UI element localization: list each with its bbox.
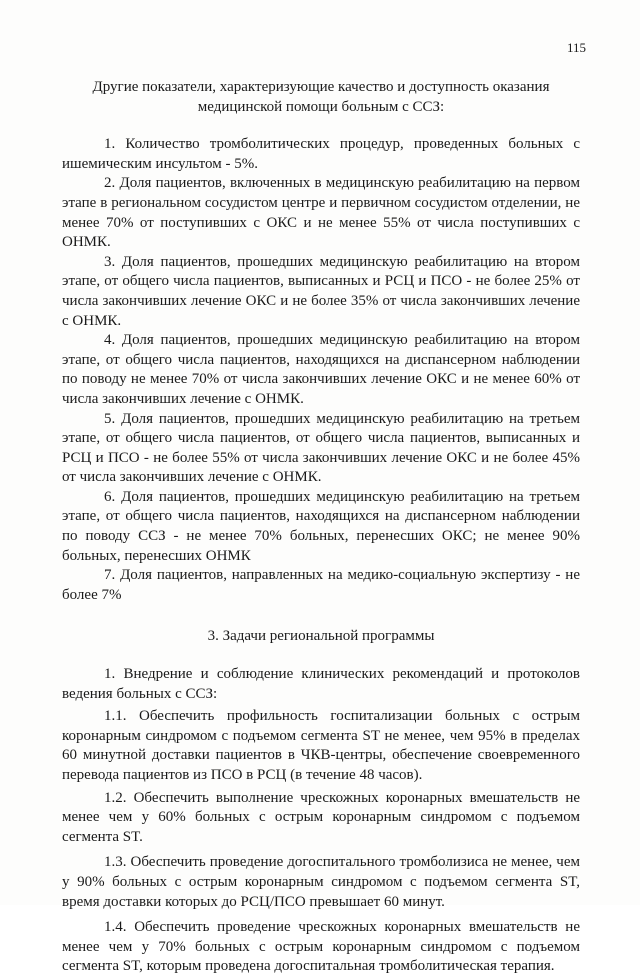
indicator-item: 5. Доля пациентов, прошедших медицинскую реабилитацию на третьем этапе, от общего числа пациентов, от общего числа пациентов, выписанных и РСЦ и ПСО - не более 55% от числа закончивших лечение ОКС и не более 45% от числа закончивших лечение с ОНМК. bbox=[62, 410, 580, 486]
tasks-list bbox=[62, 665, 580, 977]
task-item: 1.4. Обеспечить проведение чрескожных коронарных вмешательств не менее чем у 70% больных с острым коронарным синдромом с подъемом сегмента ST, которым проведена догоспитальная тромболитическая терапия. bbox=[62, 919, 580, 975]
indicator-item: 3. Доля пациентов, прошедших медицинскую реабилитацию на втором этапе, от общего числа пациентов, выписанных и РСЦ и ПСО - не более 25% от числа закончивших лечение ОКС и не более 35% от числа закончивших лечение с ОНМК. bbox=[62, 253, 580, 329]
indicators-list bbox=[62, 135, 580, 605]
page-number: 115 bbox=[566, 40, 586, 55]
indicator-item: 2. Доля пациентов, включенных в медицинскую реабилитацию на первом этапе в региональном сосудистом центре и первичном сосудистом отделении, не менее 70% от поступивших с ОКС и не менее 55% от числа поступивших с ОНМК. bbox=[62, 175, 580, 251]
indicators-heading: Другие показатели, характеризующие качество и доступность оказания медицинской помощи больным с ССЗ: bbox=[92, 79, 550, 115]
page-content bbox=[62, 78, 580, 977]
task-item: 1.3. Обеспечить проведение догоспитального тромболизиса не менее, чем у 90% больных с острым коронарным синдромом с подъемом сегмента ST, время доставки которых до РСЦ/ПСО превышает 60 минут. bbox=[62, 854, 580, 910]
indicator-item: 7. Доля пациентов, направленных на медико-социальную экспертизу - не более 7% bbox=[62, 567, 580, 603]
task-item: 1.1. Обеспечить профильность госпитализации больных с острым коронарным синдромом с подъемом сегмента ST не менее, чем 95% в пределах 60 минутной доставки пациентов в ЧКВ-центры, обеспечение своевременного перевода пациентов из ПСО в РСЦ (в течение 48 часов). bbox=[62, 708, 580, 783]
indicator-item: 6. Доля пациентов, прошедших медицинскую реабилитацию на третьем этапе, от общего числа пациентов, находящихся на диспансерном наблюдении по поводу ССЗ - не менее 70% больных, перенесших ОКС; не менее 90% больных, перенесших ОНМК bbox=[62, 488, 580, 564]
section-title: 3. Задачи региональной программы bbox=[207, 628, 435, 645]
indicator-item: 1. Количество тромболитических процедур, проведенных больных с ишемическим инсультом - 5%. bbox=[62, 136, 580, 172]
task-intro: 1. Внедрение и соблюдение клинических рекомендаций и протоколов ведения больных с ССЗ: bbox=[62, 666, 580, 702]
task-item: 1.2. Обеспечить выполнение чрескожных коронарных вмешательств не менее чем у 60% больных с острым коронарным синдромом с подъемом сегмента ST. bbox=[62, 789, 580, 845]
indicator-item: 4. Доля пациентов, прошедших медицинскую реабилитацию на втором этапе, от общего числа пациентов, находящихся на диспансерном наблюдении по поводу не менее 70% от числа закончивших лечение ОКС и не менее 60% от числа закончивших лечение с ОНМК. bbox=[62, 332, 580, 407]
